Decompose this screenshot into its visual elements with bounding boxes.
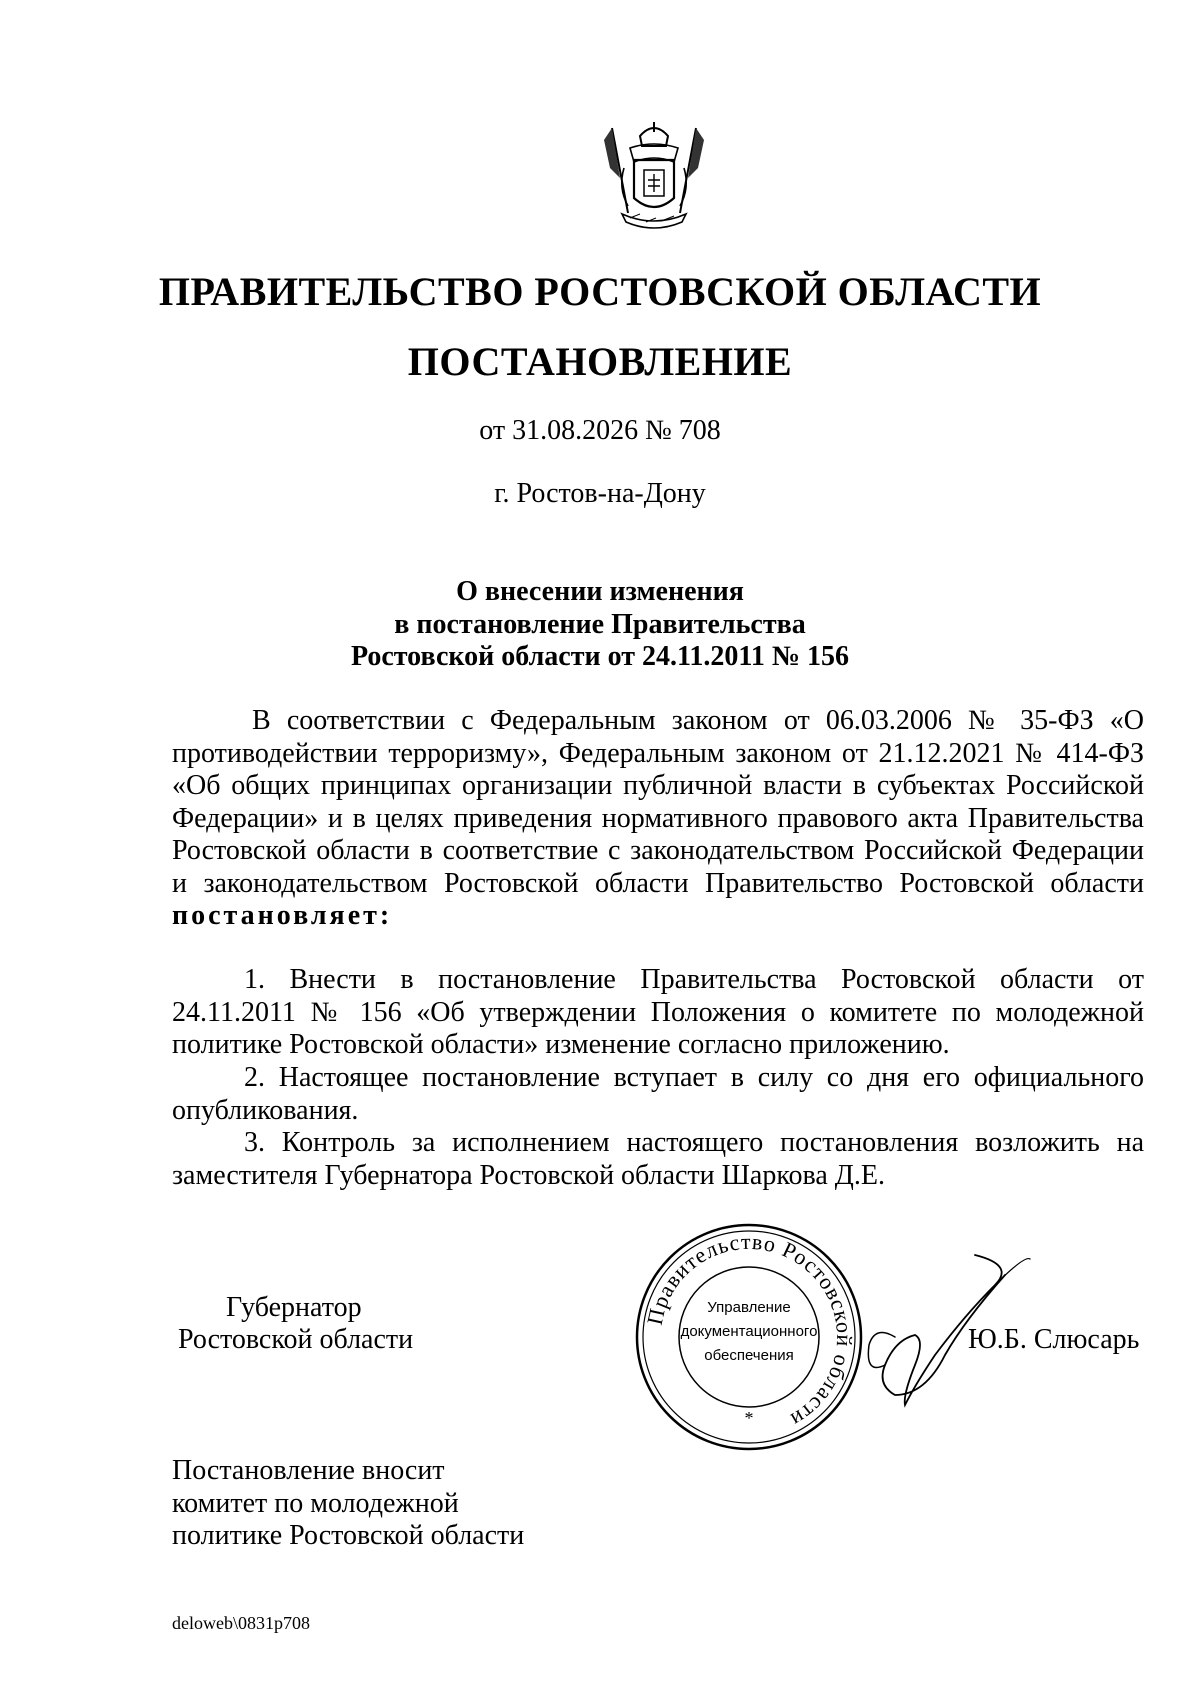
seal-center-line-2: документационного [680,1323,818,1340]
author-note-line-3: политике Ростовской области [172,1520,525,1551]
date-and-number: от 31.08.2026 № 708 [479,415,721,446]
coat-of-arms-icon [600,118,708,238]
decree-colon: : [379,900,393,931]
signatory-position-line-1: Губернатор [226,1292,362,1323]
subject-line-1: О внесении изменения [456,576,744,607]
file-reference: deloweb\0831p708 [172,1613,310,1633]
place-of-issue: г. Ростов-на-Дону [494,478,706,509]
decree-word: постановляет [172,900,380,931]
handwritten-signature [855,1245,1035,1420]
seal-center-line-1: Управление [707,1299,791,1316]
subject-line-2: в постановление Правительства [394,609,806,640]
official-seal [634,1222,864,1452]
document-type: ПОСТАНОВЛЕНИЕ [407,339,793,384]
author-note [172,1455,524,1553]
signatory-name: Ю.Б. Слюсарь [968,1324,1140,1355]
preamble-text: В соответствии с Федеральным законом от 06.03.2006 № 35-ФЗ «О противодействии терроризму», Федеральным законом от 21.12.2021 № 414-ФЗ «Об общих принципах организации публичной власти в субъектах Российской Федерации» и в целях приведения нормативного правового акта Правительства Ростовской области в соответствие с законодательством Российской Федерации и законодательством Ростовской области Правительство Ростовской области [172,705,1144,899]
item-2: 2. Настоящее постановление вступает в силу со дня его официального опубликования. [172,1062,1144,1126]
subject-line-3: Ростовской области от 24.11.2011 № 156 [350,641,850,672]
seal-ring-text: Правительство Ростовской области [641,1228,858,1434]
item-3: 3. Контроль за исполнением настоящего постановления возложить на заместителя Губернатора Ростовской области Шаркова Д.Е. [172,1127,1144,1191]
government-title: ПРАВИТЕЛЬСТВО РОСТОВСКОЙ ОБЛАСТИ [158,269,1042,314]
author-note-line-2: комитет по молодежной [172,1487,459,1519]
seal-star: * [744,1408,754,1428]
preamble-paragraph [172,705,1144,933]
item-1: 1. Внести в постановление Правительства Ростовской области от 24.11.2011 № 156 «Об утверждении Положения о комитете по молодежной политике Ростовской области» изменение согласно приложению. [172,964,1144,1060]
signatory-position-line-2: Ростовской области [178,1324,414,1355]
author-note-line-1: Постановление вносит [172,1455,445,1486]
seal-center-line-3: обеспечения [704,1347,794,1364]
